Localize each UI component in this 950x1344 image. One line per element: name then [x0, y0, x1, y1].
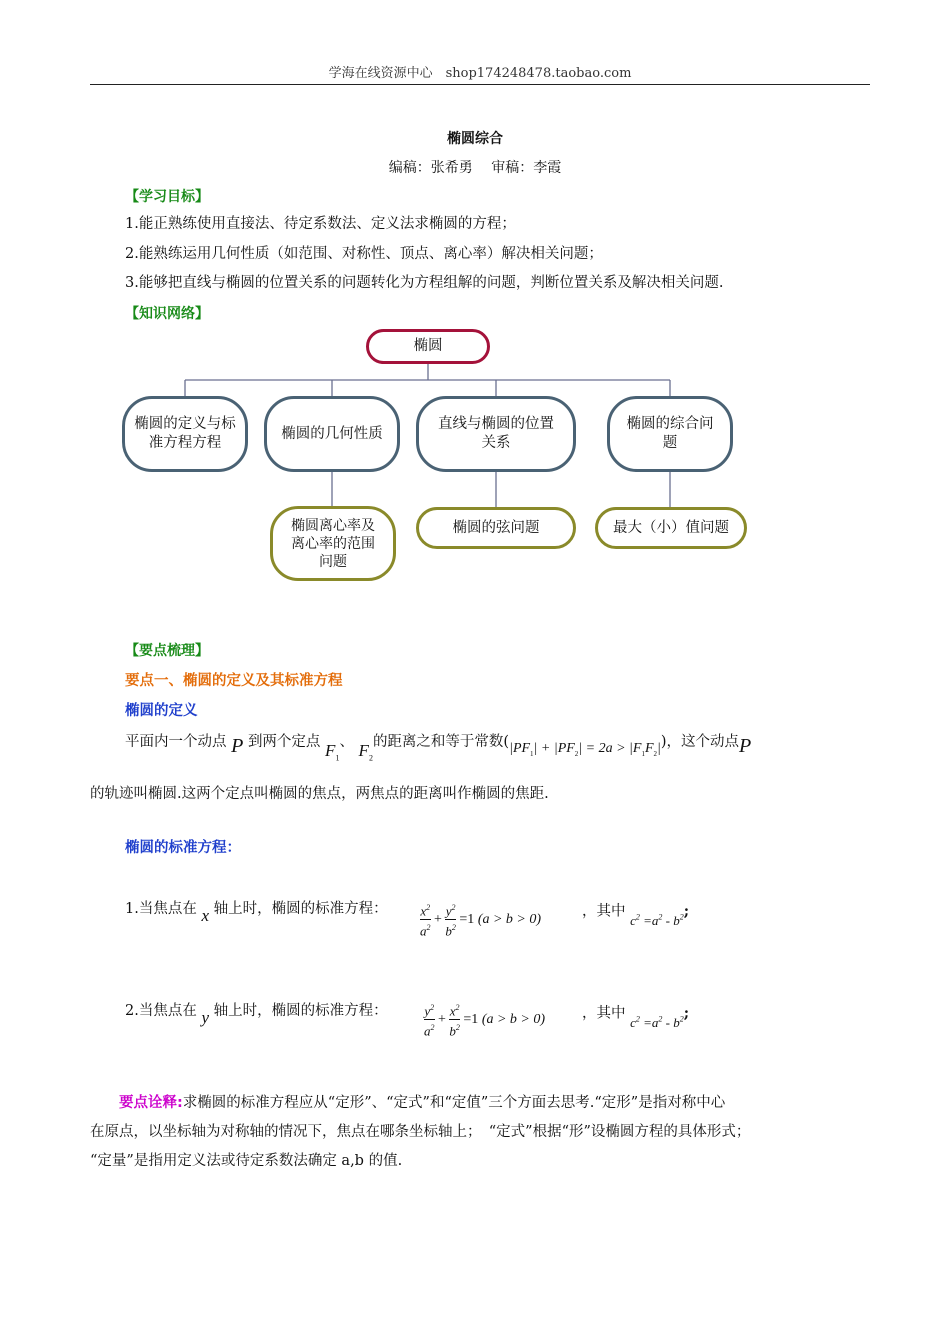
header-text: 学海在线资源中心 shop174248478.taobao.com [328, 66, 632, 81]
node-line-relation: 直线与椭圆的位置关系 [416, 396, 576, 472]
eq1-mid: 轴上时，椭圆的标准方程： [213, 901, 388, 917]
definition-formula: $|PF_1| + |PF_2| = 2a > |F_1F_2|$ [509, 741, 661, 758]
def-text-b: 到两个定点 [247, 734, 321, 750]
points-heading: 【要点梳理】 [125, 643, 209, 659]
node-eccentricity: 椭圆离心率及离心率的范围问题 [270, 506, 396, 581]
symbol-p: P [231, 735, 244, 757]
note-paragraph [90, 1089, 880, 1176]
symbol-f1: $F_1$ [325, 741, 340, 763]
goal-item-1: 1.能正熟练使用直接法、待定系数法、定义法求椭圆的方程； [125, 216, 516, 232]
equation-1-where: ，其中 $c^2 =a^2 - b^2$; [582, 902, 690, 929]
symbol-p-2: P [739, 735, 752, 757]
eq2-pre: 2.当焦点在 [125, 1003, 197, 1019]
node-comprehensive: 椭圆的综合问题 [607, 396, 733, 472]
page-title: 椭圆综合 [447, 131, 503, 147]
def-text-e: )，这个动点 [660, 734, 740, 750]
node-definition: 椭圆的定义与标准方程方程 [122, 396, 248, 472]
node-chord: 椭圆的弦问题 [416, 507, 576, 549]
def-text-d: 的距离之和等于常数( [372, 734, 510, 750]
note-text-3: “定量”是指用定义法或待定系数法确定 a,b 的值. [90, 1153, 403, 1169]
def-text-a: 平面内一个动点 [125, 734, 227, 750]
eq2-mid: 轴上时，椭圆的标准方程： [213, 1003, 388, 1019]
eq2-where-text: ，其中 [582, 1005, 626, 1022]
network-heading: 【知识网络】 [125, 306, 209, 322]
node-geometry: 椭圆的几何性质 [264, 396, 400, 472]
equation-2-formula: $\frac{y^2}{a^2}$ + $\frac{x^2}{b^2}$ =1 (a > b > 0) [424, 1003, 546, 1039]
symbol-x: x [201, 906, 209, 925]
note-text-2: 在原点，以坐标轴为对称轴的情况下，焦点在哪条坐标轴上； “定式”根据“形”设椭圆方程的具体形式； [90, 1124, 751, 1140]
symbol-y: y [201, 1008, 209, 1027]
point1-heading: 要点一、椭圆的定义及其标准方程 [125, 673, 343, 689]
equation-2-c-relation: $c^2 =a^2 - b^2$ [630, 1015, 684, 1031]
standard-equation-heading: 椭圆的标准方程： [125, 840, 241, 856]
equation-1-c-relation: $c^2 =a^2 - b^2$ [630, 913, 684, 929]
note-text-1: 求椭圆的标准方程应从“定形”、“定式”和“定值”三个方面去思考.“定形”是指对称中心 [182, 1095, 726, 1111]
node-extremum: 最大（小）值问题 [595, 507, 747, 549]
equation-line-1 [125, 898, 388, 925]
goal-item-3: 3.能够把直线与椭圆的位置关系的问题转化为方程组解的问题，判断位置关系及解决相关问题. [125, 275, 724, 291]
equation-line-2 [125, 1000, 388, 1027]
definition-heading: 椭圆的定义 [125, 703, 198, 719]
definition-line-2: 的轨迹叫椭圆.这两个定点叫椭圆的焦点，两焦点的距离叫作椭圆的焦距. [90, 786, 549, 802]
symbol-f2: $F_2$ [358, 741, 373, 763]
def-text-c: 、 [339, 734, 354, 750]
node-root: 椭圆 [366, 329, 490, 364]
goal-item-2: 2.能熟练运用几何性质（如范围、对称性、顶点、离心率）解决相关问题； [125, 246, 603, 262]
eq1-where-text: ，其中 [582, 903, 626, 920]
goals-heading: 【学习目标】 [125, 189, 209, 205]
equation-1-formula: $\frac{x^2}{a^2}$ + $\frac{y^2}{b^2}$ =1 (a > b > 0) [420, 903, 542, 939]
editors-line: 编稿：张希勇 审稿：李霞 [388, 160, 562, 176]
definition-line-1 [125, 730, 752, 763]
equation-2-where: ，其中 $c^2 =a^2 - b^2$; [582, 1004, 690, 1031]
eq1-pre: 1.当焦点在 [125, 901, 197, 917]
note-label: 要点诠释: [119, 1095, 183, 1111]
